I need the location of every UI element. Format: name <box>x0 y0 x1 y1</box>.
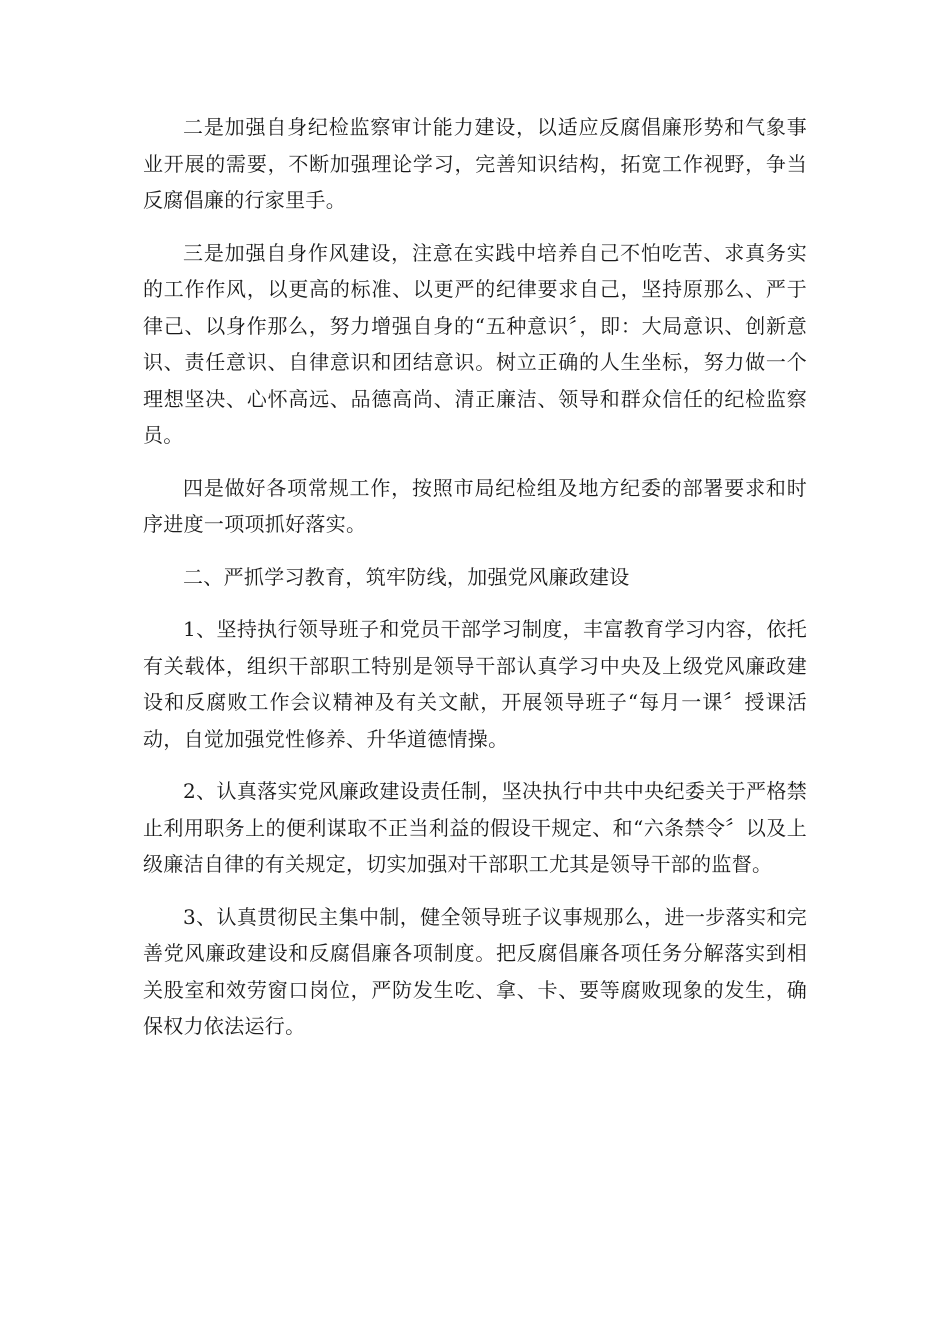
paragraph-work-style: 三是加强自身作风建设，注意在实践中培养自己不怕吃苦、求真务实的工作作风，以更高的标准、以更严的纪律要求自己，坚持原那么、严于律己、以身作那么，努力增强自身的“五种意识〞，即：大局意识、创新意识、责任意识、自律意识和团结意识。树立正确的人生坐标，努力做一个理想坚决、心怀高远、品德高尚、清正廉洁、领导和群众信任的纪检监察员。 <box>143 240 807 447</box>
section-heading-study-education: 二、严抓学习教育，筑牢防线，加强党风廉政建设 <box>183 564 630 589</box>
paragraph-item-1-study-system: 1、坚持执行领导班子和党员干部学习制度，丰富教育学习内容，依托有关载体，组织干部职工特别是领导干部认真学习中央及上级党风廉政建设和反腐败工作会议精神及有关文献，开展领导班子“每月一课〞授课活动，自觉加强党性修养、升华道德情操。 <box>143 617 807 751</box>
paragraph-routine-work: 四是做好各项常规工作，按照市局纪检组及地方纪委的部署要求和时序进度一项项抓好落实。 <box>143 475 807 536</box>
paragraph-item-3-democratic-centralism: 3、认真贯彻民主集中制，健全领导班子议事规那么，进一步落实和完善党风廉政建设和反腐倡廉各项制度。把反腐倡廉各项任务分解落实到相关股室和效劳窗口岗位，严防发生吃、拿、卡、要等腐败现象的发生，确保权力依法运行。 <box>143 904 807 1038</box>
paragraph-self-discipline-ability: 二是加强自身纪检监察审计能力建设，以适应反腐倡廉形势和气象事业开展的需要，不断加强理论学习，完善知识结构，拓宽工作视野，争当反腐倡廉的行家里手。 <box>143 115 807 212</box>
paragraph-item-2-responsibility: 2、认真落实党风廉政建设责任制，坚决执行中共中央纪委关于严格禁止利用职务上的便利谋取不正当利益的假设干规定、和“六条禁令〞以及上级廉洁自律的有关规定，切实加强对干部职工尤其是领导干部的监督。 <box>143 779 807 876</box>
